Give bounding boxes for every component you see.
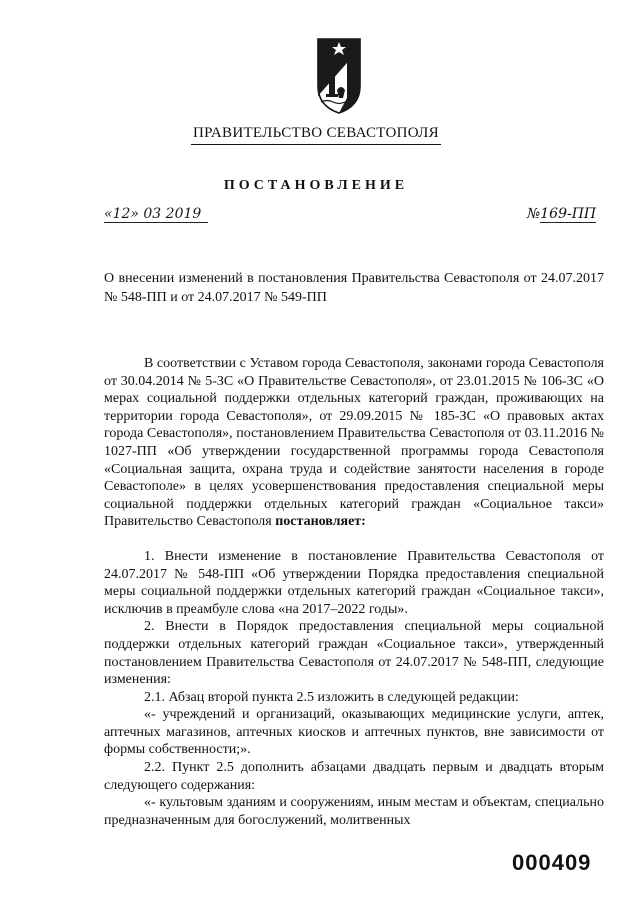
organization-header [0, 125, 632, 145]
paragraph-2-1-quote: «- учреждений и организаций, оказывающих медицинские услуги, аптек, аптечных магазинов, аптечных киосков и аптечных пунктов, вне зависимости от формы собственности;». [104, 707, 604, 758]
document-number-value: 169-ПП [540, 206, 597, 222]
preamble-resolution-word: постановляет: [275, 514, 366, 530]
sevastopol-coat-of-arms-icon [317, 38, 361, 114]
serial-number: 000409 [512, 850, 592, 875]
document-subject: О внесении изменений в постановления Правительства Севастополя от 24.07.2017 № 548-ПП и от 24.07.2017 № 549-ПП [104, 271, 604, 305]
preamble-text: В соответствии с Уставом города Севастополя, законами города Севастополя от 30.04.2014 № 5-ЗС «О Правительстве Севастополя», от 23.01.2015 № 106-ЗС «О мерах социальной поддержки отдельных категорий граждан, проживающих на территории города Севастополя», от 29.09.2015 № 185-ЗС «О правовых актах города Севастополя», постановлением Правительства Севастополя от 03.11.2016 № 1027-ПП «Об утверждении государственной программы города Севастополя «Социальная защита, охрана труда и содействие занятости населения в городе Севастополе» в целях усовершенствования предоставления специальной меры социальной поддержки отдельных категорий граждан «Социальное такси» Правительство Севастополя [104, 356, 604, 530]
paragraph-2: 2. Внести в Порядок предоставления специальной меры социальной поддержки отдельных категорий граждан «Социальное такси», утвержденный постановлением Правительства Севастополя от 24.07.2017 № 548-ПП, следующие изменения: [104, 619, 604, 688]
paragraph-2-2-quote: «- культовым зданиям и сооружениям, иным местам и объектам, специально предназначенным для богослужений, молитвенных [104, 795, 604, 828]
paragraph-1: 1. Внести изменение в постановление Правительства Севастополя от 24.07.2017 № 548-ПП «Об утверждении Порядка предоставления специальной меры социальной поддержки отдельных категорий граждан «Социальное такси», исключив в преамбуле слова «на 2017–2022 годы». [104, 548, 604, 617]
document-body [104, 355, 604, 829]
number-sign: № [527, 206, 541, 222]
paragraph-2-2: 2.2. Пункт 2.5 дополнить абзацами двадцать первым и двадцать вторым следующего содержания: [104, 760, 604, 793]
organization-name: ПРАВИТЕЛЬСТВО СЕВАСТОПОЛЯ [191, 125, 441, 145]
preamble-paragraph [104, 355, 604, 531]
document-date: «12» 03 2019 [104, 206, 208, 223]
document-number [527, 206, 607, 223]
document-type-title: ПОСТАНОВЛЕНИЕ [223, 178, 409, 193]
paragraph-2-1: 2.1. Абзац второй пункта 2.5 изложить в следующей редакции: [144, 689, 519, 705]
